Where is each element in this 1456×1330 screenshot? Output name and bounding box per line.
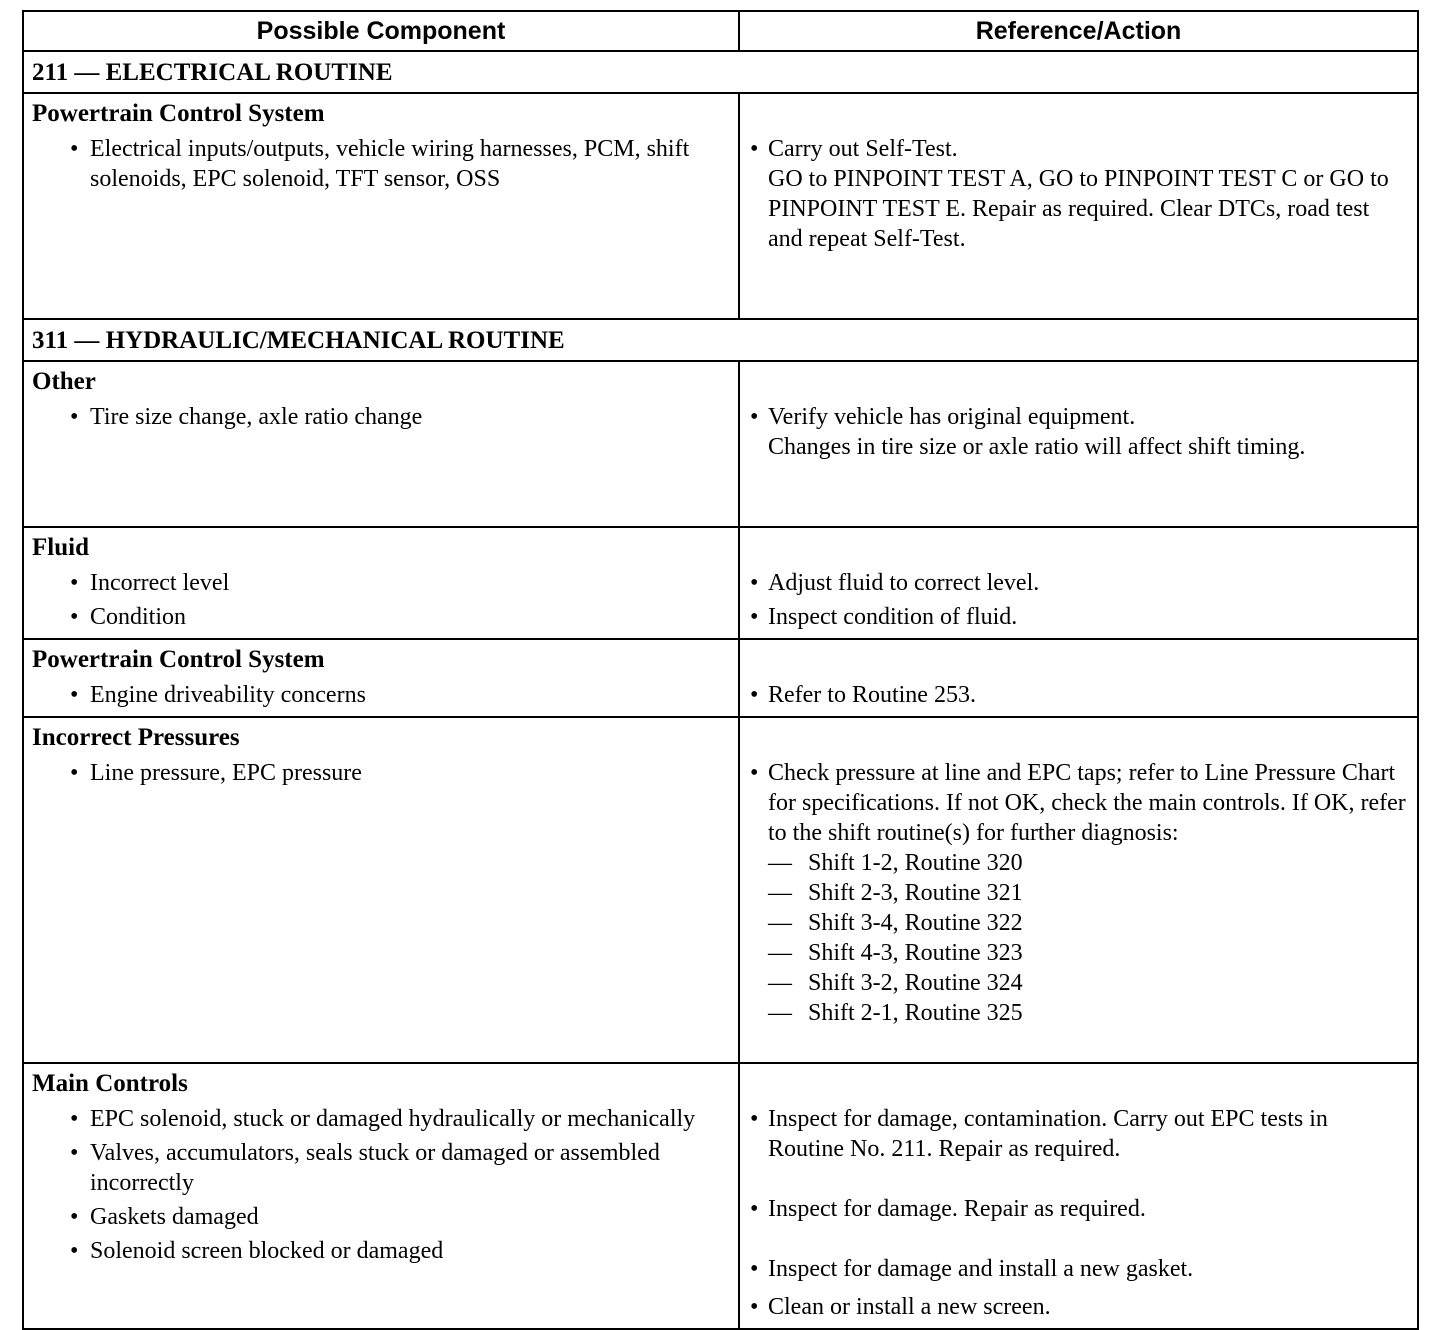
action-item-text: Inspect for damage, contamination. Carry out EPC tests in Routine No. 211. Repair as required. <box>768 1106 1328 1162</box>
action-item <box>750 1194 1409 1224</box>
component-item-text: Gaskets damaged <box>90 1204 259 1230</box>
table-row <box>23 1063 1418 1329</box>
bullet-icon: • <box>750 404 759 430</box>
table-row <box>23 639 1418 717</box>
component-item <box>32 1138 730 1198</box>
action-cell <box>739 717 1418 1063</box>
action-cell <box>739 93 1418 319</box>
header-row <box>23 11 1418 51</box>
component-item <box>32 758 730 788</box>
table-body <box>23 51 1418 1329</box>
routine-list-text: Shift 4-3, Routine 323 <box>808 940 1023 966</box>
component-cell <box>23 527 739 639</box>
component-item <box>32 568 730 598</box>
component-group-title: Other <box>32 368 96 395</box>
bullet-icon: • <box>750 1106 759 1132</box>
component-item-text: Solenoid screen blocked or damaged <box>90 1238 444 1264</box>
dash-icon: — <box>768 850 792 876</box>
component-item-text: Condition <box>90 604 187 630</box>
action-item-subtext: GO to PINPOINT TEST A, GO to PINPOINT TEST C or GO to PINPOINT TEST E. Repair as required. Clear DTCs, road test and repeat Self-Test. <box>768 166 1389 252</box>
bullet-icon: • <box>70 136 79 162</box>
action-item-text: Adjust fluid to correct level. <box>768 570 1040 596</box>
section-row <box>23 51 1418 93</box>
action-cell <box>739 639 1418 717</box>
bullet-icon: • <box>750 570 759 596</box>
action-item-text: Verify vehicle has original equipment. <box>768 404 1136 430</box>
bullet-icon: • <box>70 1238 79 1264</box>
action-cell <box>739 361 1418 527</box>
bullet-icon: • <box>70 1204 79 1230</box>
action-item <box>750 1292 1409 1322</box>
bullet-icon: • <box>750 604 759 630</box>
bullet-icon: • <box>750 1196 759 1222</box>
component-group-title: Powertrain Control System <box>32 646 325 673</box>
header-action: Reference/Action <box>739 11 1418 51</box>
action-item-text: Clean or install a new screen. <box>768 1294 1051 1320</box>
component-item-text: Valves, accumulators, seals stuck or damaged or assembled incorrectly <box>90 1140 660 1196</box>
routine-list-text: Shift 3-4, Routine 322 <box>808 910 1023 936</box>
table-row <box>23 361 1418 527</box>
bullet-icon: • <box>70 570 79 596</box>
component-item <box>32 680 730 710</box>
component-item <box>32 402 730 432</box>
component-item-text: Tire size change, axle ratio change <box>90 404 423 430</box>
bullet-icon: • <box>70 404 79 430</box>
dash-icon: — <box>768 940 792 966</box>
routine-list-item <box>768 998 1409 1028</box>
routine-list-text: Shift 3-2, Routine 324 <box>808 970 1023 996</box>
bullet-icon: • <box>750 760 759 786</box>
action-item-text: Carry out Self-Test. <box>768 136 958 162</box>
component-item-text: Electrical inputs/outputs, vehicle wiring harnesses, PCM, shift solenoids, EPC solenoid, TFT sensor, OSS <box>90 136 690 192</box>
routine-list-text: Shift 2-3, Routine 321 <box>808 880 1023 906</box>
action-item <box>750 1104 1409 1164</box>
action-item <box>750 402 1409 462</box>
section-title: 211 — ELECTRICAL ROUTINE <box>23 51 1418 93</box>
action-item <box>750 680 1409 710</box>
section-title: 311 — HYDRAULIC/MECHANICAL ROUTINE <box>23 319 1418 361</box>
action-item-subtext: Changes in tire size or axle ratio will affect shift timing. <box>768 434 1306 460</box>
table-row <box>23 93 1418 319</box>
component-group-title: Main Controls <box>32 1070 188 1097</box>
routine-list-item <box>768 878 1409 908</box>
action-spacer <box>750 644 1409 676</box>
action-item <box>750 568 1409 598</box>
dash-icon: — <box>768 880 792 906</box>
component-item-text: Incorrect level <box>90 570 230 596</box>
action-cell <box>739 1063 1418 1329</box>
bullet-icon: • <box>750 682 759 708</box>
routine-list-text: Shift 2-1, Routine 325 <box>808 1000 1023 1026</box>
component-cell <box>23 361 739 527</box>
diagnosis-table <box>22 10 1419 1330</box>
routine-list-item <box>768 908 1409 938</box>
action-spacer <box>750 1068 1409 1100</box>
bullet-icon: • <box>70 682 79 708</box>
component-cell <box>23 639 739 717</box>
section-row <box>23 319 1418 361</box>
component-item-text: Engine driveability concerns <box>90 682 366 708</box>
action-spacer <box>750 366 1409 398</box>
component-cell <box>23 1063 739 1329</box>
action-item <box>750 758 1409 1028</box>
dash-icon: — <box>768 910 792 936</box>
bullet-icon: • <box>750 136 759 162</box>
action-item-text: Inspect for damage and install a new gasket. <box>768 1256 1194 1282</box>
action-spacer <box>750 98 1409 130</box>
component-group-title: Fluid <box>32 534 89 561</box>
routine-list-item <box>768 968 1409 998</box>
action-item-text: Inspect condition of fluid. <box>768 604 1018 630</box>
component-group-title: Powertrain Control System <box>32 100 325 127</box>
component-item-text: Line pressure, EPC pressure <box>90 760 362 786</box>
bullet-icon: • <box>70 760 79 786</box>
bullet-icon: • <box>70 604 79 630</box>
action-item <box>750 1254 1409 1284</box>
action-item-text: Refer to Routine 253. <box>768 682 976 708</box>
component-cell <box>23 93 739 319</box>
component-item <box>32 134 730 194</box>
action-spacer <box>750 532 1409 564</box>
table-row <box>23 717 1418 1063</box>
bullet-icon: • <box>70 1106 79 1132</box>
action-item <box>750 134 1409 254</box>
component-item <box>32 1202 730 1232</box>
table-row <box>23 527 1418 639</box>
routine-list-item <box>768 848 1409 878</box>
component-item <box>32 602 730 632</box>
bullet-icon: • <box>70 1140 79 1166</box>
bullet-icon: • <box>750 1256 759 1282</box>
component-cell <box>23 717 739 1063</box>
action-item <box>750 602 1409 632</box>
action-cell <box>739 527 1418 639</box>
action-item-text: Inspect for damage. Repair as required. <box>768 1196 1146 1222</box>
dash-icon: — <box>768 970 792 996</box>
bullet-icon: • <box>750 1294 759 1320</box>
component-item-text: EPC solenoid, stuck or damaged hydraulically or mechanically <box>90 1106 696 1132</box>
routine-list-item <box>768 938 1409 968</box>
component-item <box>32 1104 730 1134</box>
routine-list-text: Shift 1-2, Routine 320 <box>808 850 1023 876</box>
action-item-text: Check pressure at line and EPC taps; refer to Line Pressure Chart for specifications. If not OK, check the main controls. If OK, refer to the shift routine(s) for further diagnosis: <box>768 760 1406 846</box>
header-component: Possible Component <box>23 11 739 51</box>
action-spacer <box>750 722 1409 754</box>
component-group-title: Incorrect Pressures <box>32 724 240 751</box>
component-item <box>32 1236 730 1266</box>
dash-icon: — <box>768 1000 792 1026</box>
